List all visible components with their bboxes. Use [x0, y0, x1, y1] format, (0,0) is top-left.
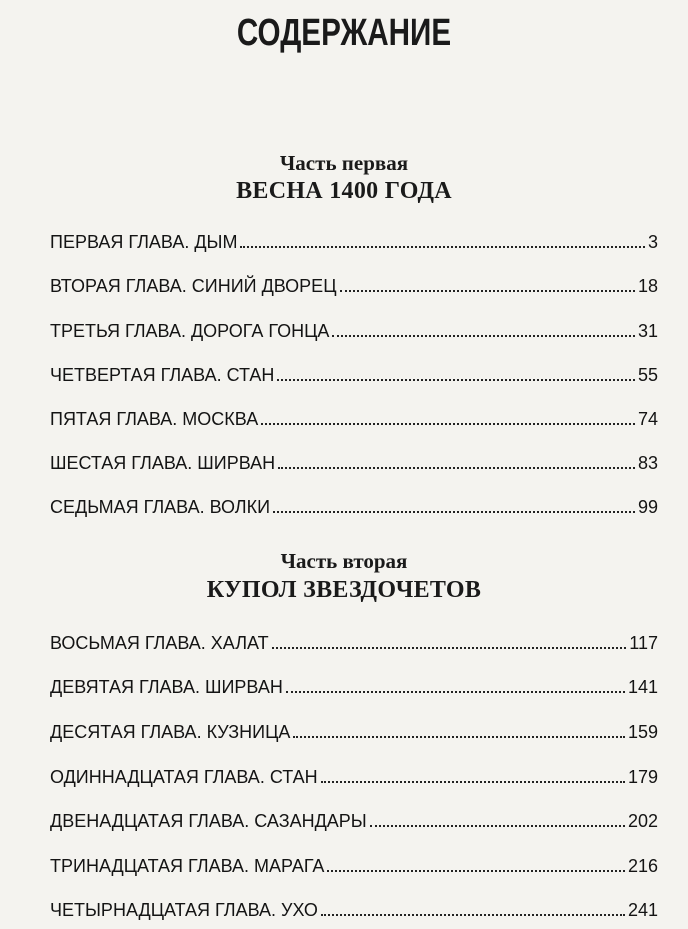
page-title: СОДЕРЖАНИЕ [236, 12, 452, 54]
page-number: 55 [637, 365, 658, 385]
page-number: 241 [627, 900, 658, 920]
page-number: 31 [637, 321, 658, 341]
toc-entry[interactable] [50, 356, 658, 386]
chapter-title: СЕДЬМАЯ ГЛАВА. ВОЛКИ [50, 497, 271, 517]
page-number: 117 [629, 633, 658, 653]
part-2-label: Часть вторая [280, 549, 408, 573]
page-number: 216 [627, 856, 658, 876]
dot-leader [277, 379, 635, 381]
chapter-title: ВОСЬМАЯ ГЛАВА. ХАЛАТ [50, 633, 269, 653]
toc-entry[interactable] [50, 668, 658, 698]
part-1-label: Часть первая [279, 151, 409, 175]
toc-entry[interactable] [50, 400, 658, 430]
dot-leader [261, 423, 635, 425]
page-number: 74 [637, 409, 658, 429]
toc-entry[interactable] [50, 624, 658, 654]
chapter-title: ОДИННАДЦАТАЯ ГЛАВА. СТАН [50, 767, 318, 787]
toc-entry[interactable] [50, 312, 658, 342]
page-number: 159 [627, 722, 658, 742]
page-number: 179 [627, 767, 658, 787]
toc-entry[interactable] [50, 847, 658, 877]
toc-entry[interactable] [50, 758, 658, 788]
dot-leader [321, 781, 625, 783]
page-number: 202 [627, 811, 658, 831]
part-2-title: КУПОЛ ЗВЕЗДОЧЕТОВ [206, 577, 482, 603]
toc-entry[interactable] [50, 444, 658, 474]
toc-entry[interactable] [50, 267, 658, 297]
chapter-title: ЧЕТВЕРТАЯ ГЛАВА. СТАН [50, 365, 275, 385]
page-number: 83 [637, 453, 658, 473]
toc-entry[interactable] [50, 223, 658, 253]
page-number: 141 [627, 677, 658, 697]
chapter-title: ДВЕНАДЦАТАЯ ГЛАВА. САЗАНДАРЫ [50, 811, 367, 831]
toc-entry[interactable] [50, 713, 658, 743]
toc-entry[interactable] [50, 891, 658, 921]
dot-leader [286, 691, 625, 693]
chapter-title: ВТОРАЯ ГЛАВА. СИНИЙ ДВОРЕЦ [50, 276, 337, 296]
chapter-title: ПЕРВАЯ ГЛАВА. ДЫМ [50, 232, 238, 252]
dot-leader [321, 914, 625, 916]
dot-leader [327, 870, 625, 872]
chapter-title: ТРИНАДЦАТАЯ ГЛАВА. МАРАГА [50, 856, 325, 876]
dot-leader [273, 511, 635, 513]
dot-leader [272, 647, 627, 649]
dot-leader [278, 467, 635, 469]
part-1-title: ВЕСНА 1400 ГОДА [236, 178, 452, 204]
chapter-title: ЧЕТЫРНАДЦАТАЯ ГЛАВА. УХО [50, 900, 318, 920]
dot-leader [340, 290, 635, 292]
dot-leader [240, 246, 645, 248]
chapter-title: ДЕСЯТАЯ ГЛАВА. КУЗНИЦА [50, 722, 291, 742]
chapter-title: ШЕСТАЯ ГЛАВА. ШИРВАН [50, 453, 276, 473]
chapter-title: ПЯТАЯ ГЛАВА. МОСКВА [50, 409, 259, 429]
dot-leader [370, 825, 625, 827]
chapter-title: ТРЕТЬЯ ГЛАВА. ДОРОГА ГОНЦА [50, 321, 330, 341]
toc-entry[interactable] [50, 802, 658, 832]
toc-entry[interactable] [50, 488, 658, 518]
page-number: 99 [637, 497, 658, 517]
chapter-title: ДЕВЯТАЯ ГЛАВА. ШИРВАН [50, 677, 283, 697]
dot-leader [293, 736, 625, 738]
dot-leader [332, 335, 635, 337]
page-number: 3 [647, 232, 658, 252]
page-number: 18 [637, 276, 658, 296]
